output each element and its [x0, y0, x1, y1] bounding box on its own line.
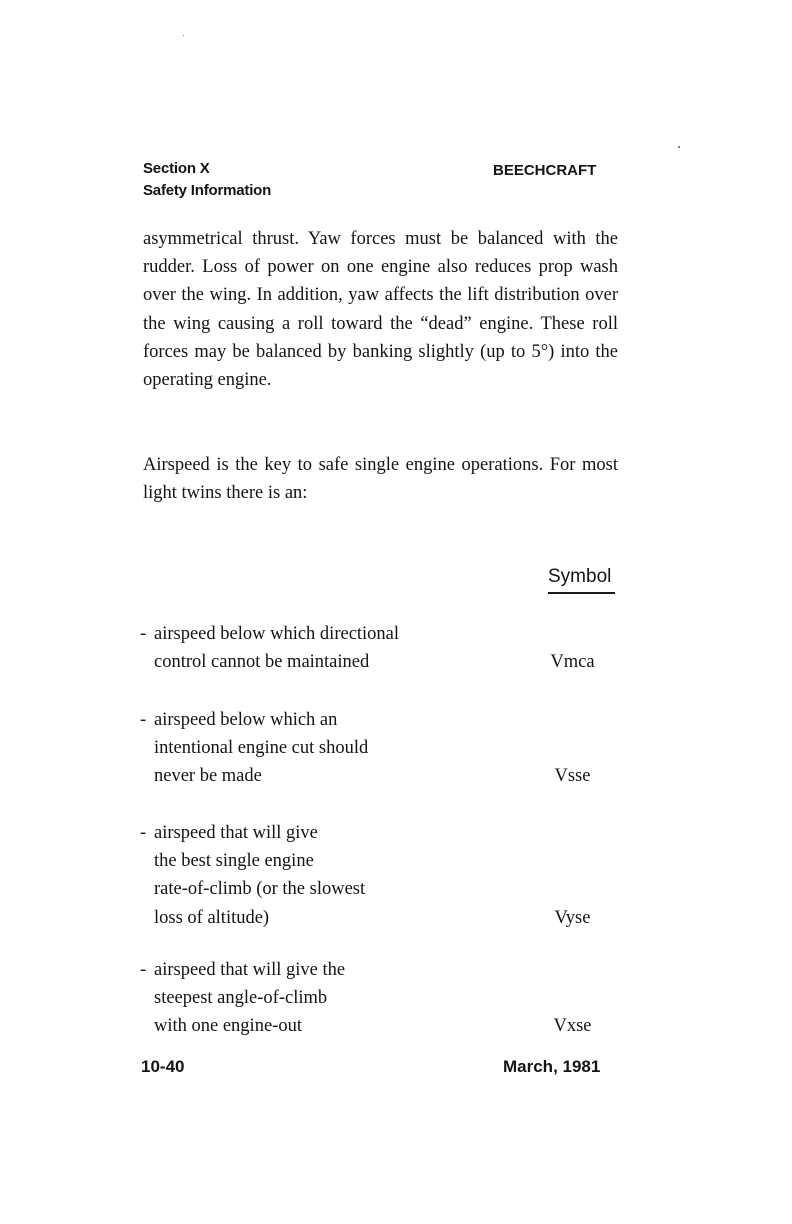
list-dash: -: [140, 710, 147, 730]
airspeed-symbol: Vxse: [553, 1016, 592, 1037]
airspeed-description: airspeed that will give the steepest angle-of-climb with one engine-out: [154, 960, 346, 1037]
section-title: Section X: [143, 160, 210, 177]
subsection-title: Safety Information: [143, 182, 272, 199]
revision-date: March, 1981: [503, 1057, 601, 1076]
symbol-column-heading: Symbol: [548, 566, 612, 587]
scan-speck: [678, 146, 680, 148]
scan-speck: [183, 35, 184, 36]
list-dash: -: [140, 823, 147, 843]
airspeed-symbol: Vyse: [554, 907, 591, 928]
brand-header: BEECHCRAFT: [493, 162, 597, 179]
page-number: 10-40: [141, 1057, 185, 1076]
body-paragraph: Airspeed is the key to safe single engine operations. For most light twins there is an:: [143, 455, 618, 504]
body-paragraph: asymmetrical thrust. Yaw forces must be balanced with the rudder. Loss of power on one engine also reduces prop wash over the wing. In addition, yaw affects the lift distribution over the wing causing a roll toward the “dead” engine. These roll forces may be balanced by banking slightly (up to 5°) into the operating engine.: [143, 229, 618, 391]
list-dash: -: [140, 960, 147, 980]
heading-underline: [548, 592, 615, 594]
list-dash: -: [140, 624, 147, 644]
airspeed-description: airspeed below which an intentional engine cut should never be made: [154, 710, 369, 787]
airspeed-symbol: Vmca: [550, 652, 595, 673]
section-header: [143, 158, 271, 202]
airspeed-description: airspeed below which directional control cannot be maintained: [154, 624, 400, 673]
airspeed-symbol: Vsse: [554, 766, 591, 787]
airspeed-description: airspeed that will give the best single engine rate-of-climb (or the slowest loss of altitude): [154, 823, 366, 928]
